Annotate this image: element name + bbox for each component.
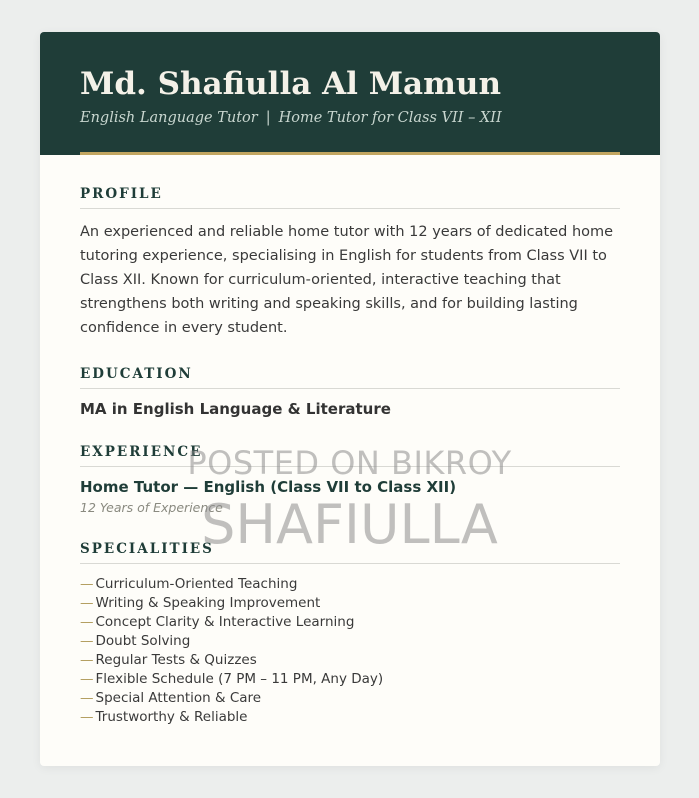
subtitle-separator: | [265, 110, 271, 126]
speciality-label: Flexible Schedule (7 PM – 11 PM, Any Day) [95, 671, 384, 687]
speciality-item [80, 632, 383, 651]
dash-bullet-icon: — [80, 633, 94, 649]
speciality-label: Doubt Solving [95, 633, 191, 649]
section-title-experience: EXPERIENCE [80, 444, 203, 460]
dash-bullet-icon: — [80, 614, 94, 630]
specialities-list [80, 575, 383, 727]
speciality-label: Writing & Speaking Improvement [95, 595, 321, 611]
dash-bullet-icon: — [80, 652, 94, 668]
dash-bullet-icon: — [80, 690, 94, 706]
section-rule-education [80, 388, 620, 389]
watermark-line-2: SHAFIULLA [201, 493, 498, 556]
dash-bullet-icon: — [80, 671, 94, 687]
education-degree: MA in English Language & Literature [80, 400, 391, 418]
experience-job-title: Home Tutor — English (Class VII to Class XII) [80, 478, 457, 496]
watermark-line-1: POSTED ON BIKROY [187, 444, 512, 482]
dash-bullet-icon: — [80, 709, 94, 725]
section-title-profile: PROFILE [80, 186, 163, 202]
speciality-item [80, 708, 383, 727]
speciality-label: Special Attention & Care [95, 690, 262, 706]
speciality-item [80, 651, 383, 670]
header-accent-rule [80, 152, 620, 155]
section-title-education: EDUCATION [80, 366, 193, 382]
header-subtitle [80, 108, 502, 128]
section-title-specialities: SPECIALITIES [80, 541, 214, 557]
speciality-label: Concept Clarity & Interactive Learning [95, 614, 355, 630]
speciality-label: Curriculum-Oriented Teaching [95, 576, 298, 592]
speciality-item [80, 689, 383, 708]
section-rule-experience [80, 466, 620, 467]
speciality-label: Trustworthy & Reliable [95, 709, 248, 725]
resume-header [40, 32, 660, 155]
profile-text: An experienced and reliable home tutor with 12 years of dedicated home tutoring experience, specialising in English for students from Class VII to Class XII. Known for curriculum-oriented, interactive teaching that strengthens both writing and speaking skills, and for building lasting confidence in every student. [80, 224, 614, 336]
dash-bullet-icon: — [80, 595, 94, 611]
tagline-text: Home Tutor for Class VII – XII [278, 110, 502, 126]
dash-bullet-icon: — [80, 576, 94, 592]
section-rule-profile [80, 208, 620, 209]
speciality-item [80, 575, 383, 594]
speciality-item [80, 670, 383, 689]
resume-card [40, 32, 660, 766]
role-text: English Language Tutor [80, 110, 258, 126]
candidate-name: Md. Shafiulla Al Mamun [80, 66, 501, 102]
speciality-item [80, 594, 383, 613]
speciality-item [80, 613, 383, 632]
experience-duration: 12 Years of Experience [80, 500, 223, 515]
speciality-label: Regular Tests & Quizzes [95, 652, 257, 668]
section-rule-specialities [80, 563, 620, 564]
